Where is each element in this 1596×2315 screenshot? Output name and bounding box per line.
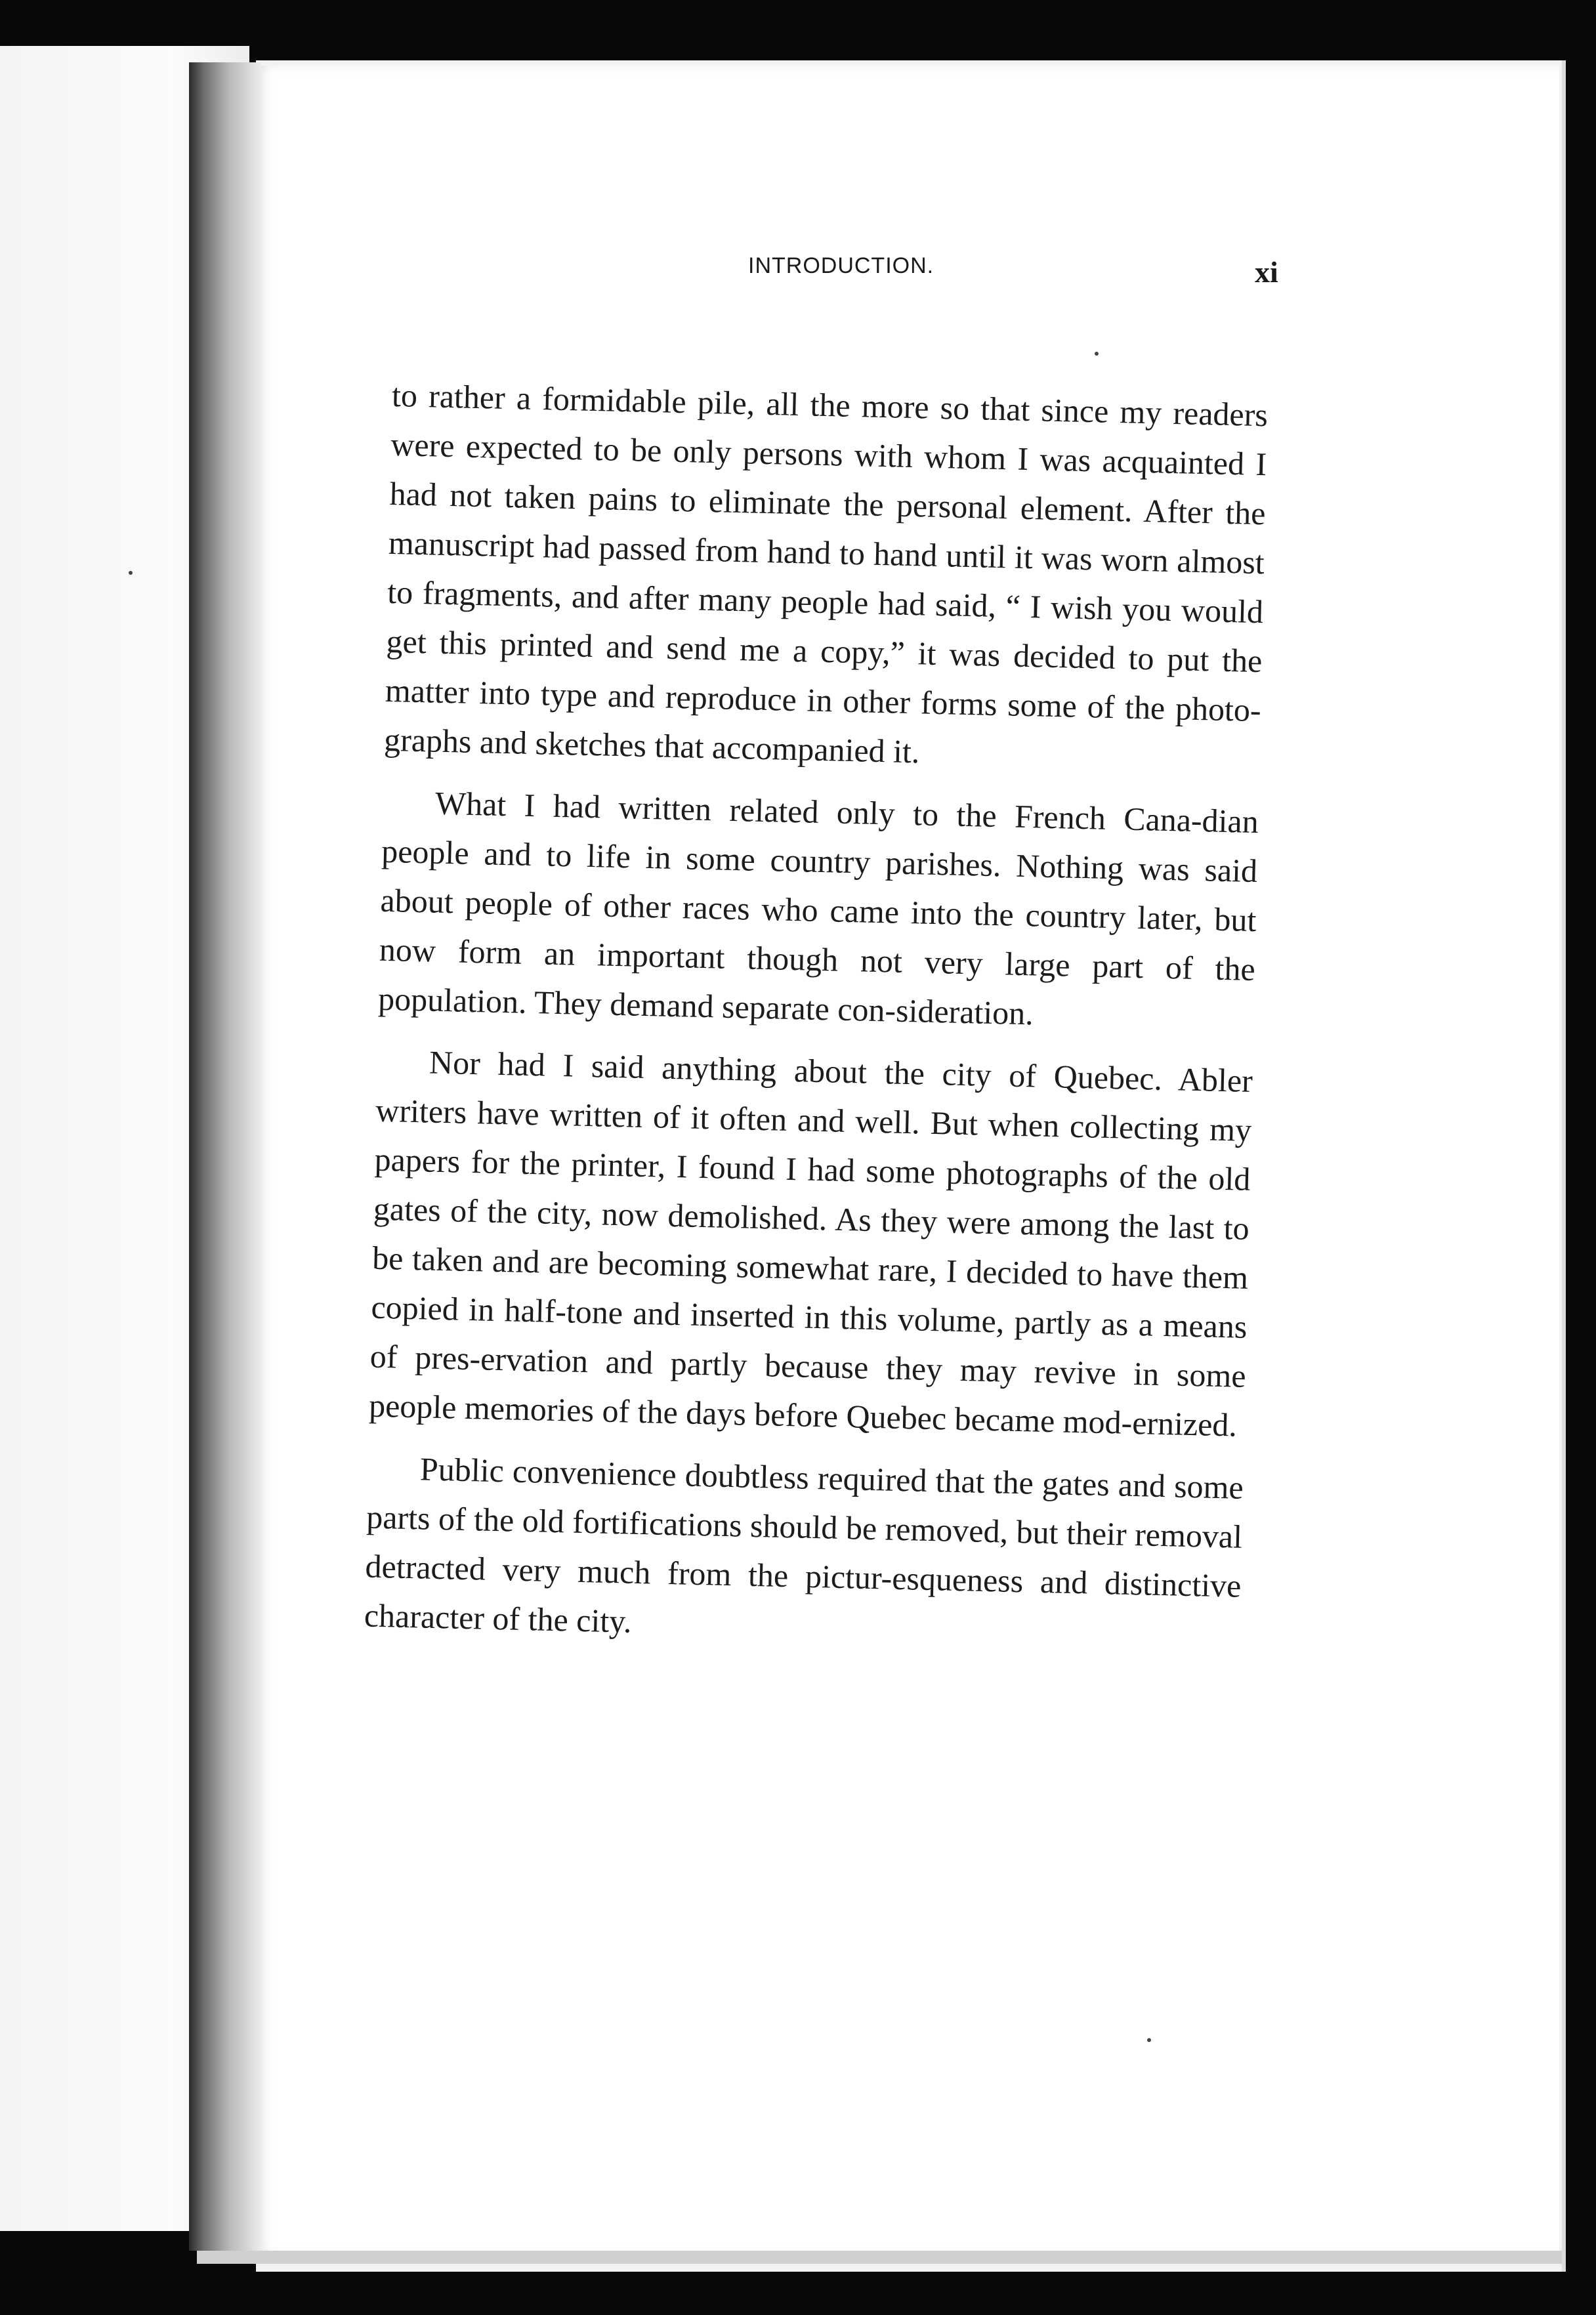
book-gutter-shadow [189,62,261,2251]
paragraph-2: What I had written related only to the French Cana-dian people and to life in some country parishes. Nothing was said about people of other races who came into the country later, but now form an important though not very large part of the population. They demand separate con-sideration. [377,784,1259,1032]
page-number: xi [1255,255,1278,289]
print-speck [1147,2038,1151,2042]
print-speck [1095,352,1099,356]
paragraph-3: Nor had I said anything about the city of Quebec. Abler writers have written of it often and well. But when collecting my papers for the printer, I found I had some photographs of the old gates of the city, now demolished. As they were among the last to be taken and are becoming somewhat rare, I decided to have them copied in half-tone and inserted in this volume, partly as a means of pres-ervation and partly because they may revive in some people memories of the days before Quebec became mod-ernized. [368,1043,1253,1444]
running-head: INTRODUCTION. [748,253,934,278]
body-text [364,371,1269,1673]
page-header [472,253,1319,306]
paragraph-1: to rather a formidable pile, all the more so that since my readers were expected to be only persons with whom I was acquainted I had not taken pains to eliminate the personal element. After the manuscript had passed from hand to hand until it was worn almost to fragments, and after many people had said, “ I wish you would get this printed and send me a copy,” it was decided to put the matter into type and reproduce in other forms some of the photo-graphs and sketches that accompanied it. [383,376,1269,770]
paragraph-4: Public convenience doubtless required that the gates and some parts of the old fortifications should be removed, but their removal detracted very much from the pictur-esqueness and distinctive character of the city. [364,1450,1244,1640]
print-speck [129,571,133,575]
bottom-page-edge [197,2251,1562,2264]
